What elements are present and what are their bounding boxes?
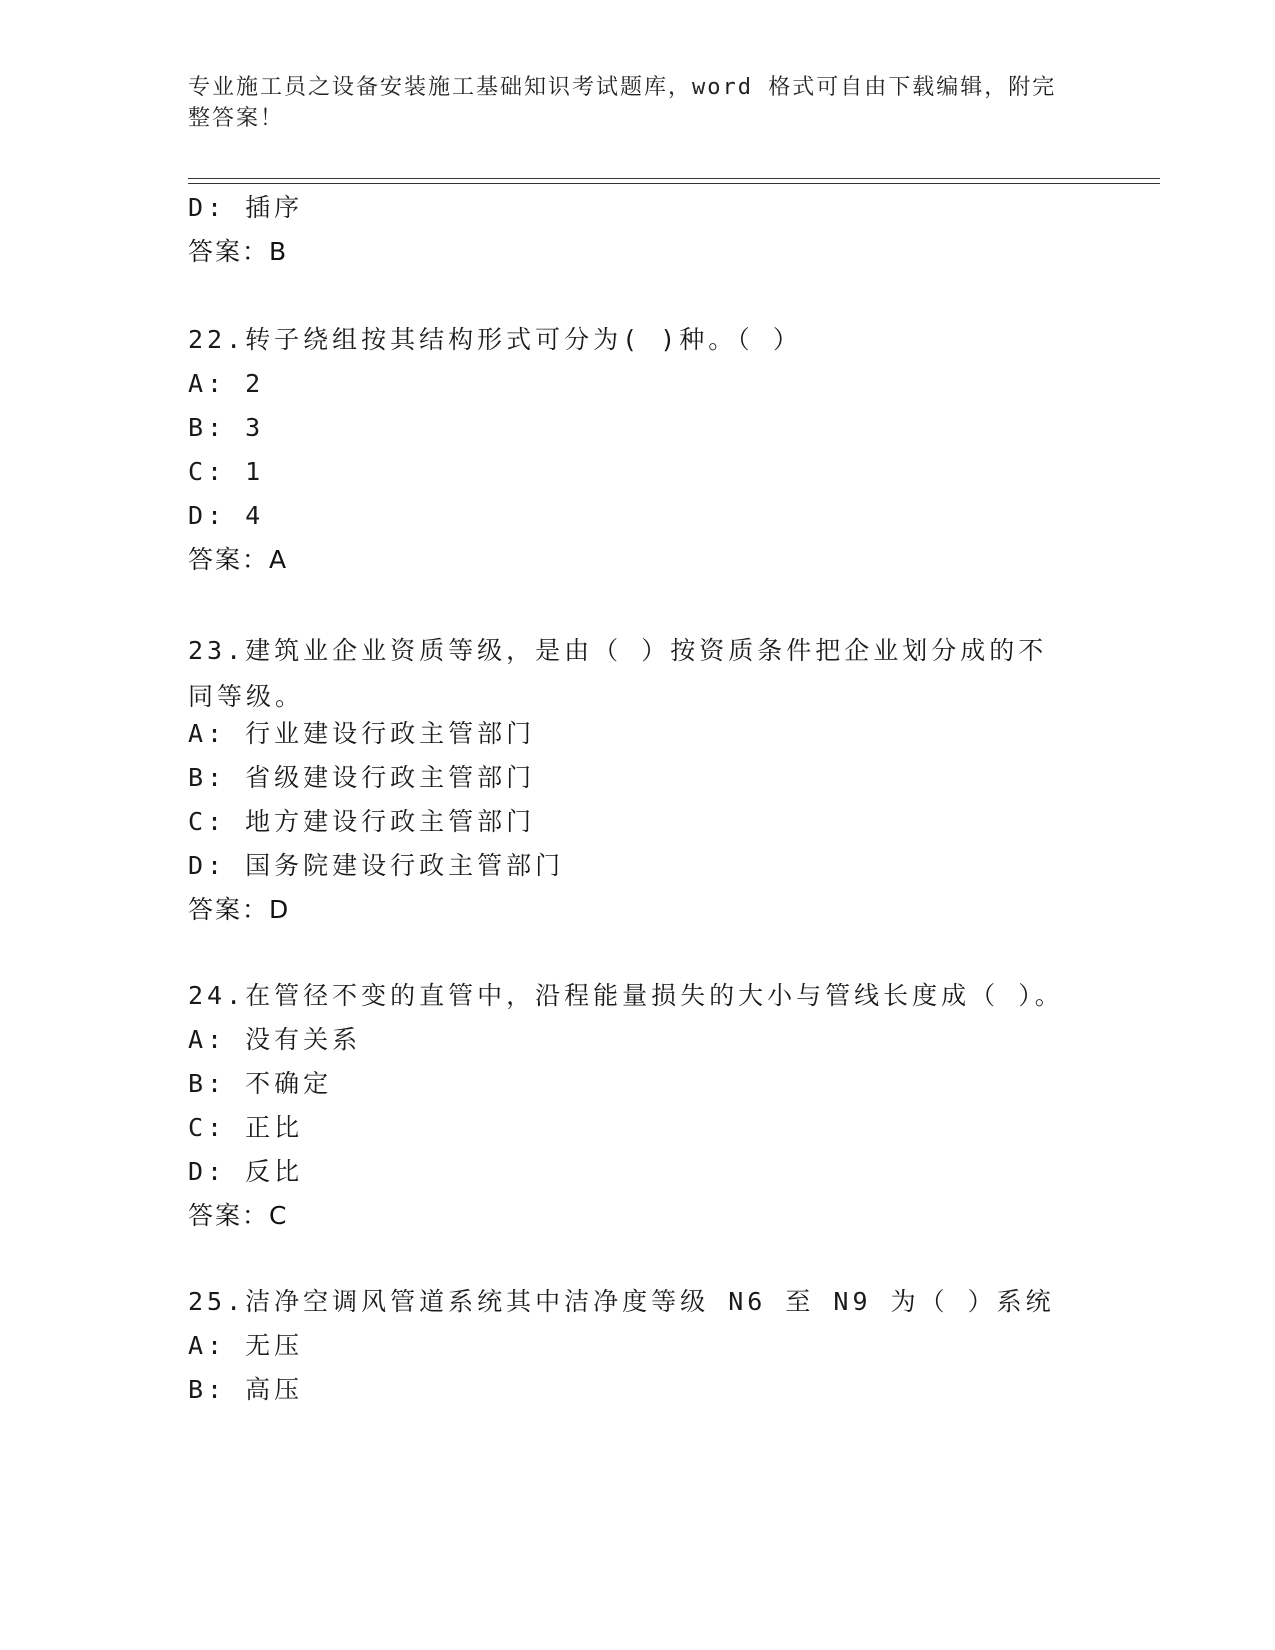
q22-option-b: B: 3 [188,413,265,442]
q21-answer: 答案：B [188,237,289,266]
q24-question: 24.在管径不变的直管中，沿程能量损失的大小与管线长度成（ ）。 [188,981,1064,1010]
q25-option-b: B: 高压 [188,1375,304,1404]
q22-option-a: A: 2 [188,369,265,398]
q21-option-d: D: 插序 [188,193,304,222]
q23-option-c: C: 地方建设行政主管部门 [188,807,536,836]
q22-answer: 答案：A [188,545,289,574]
page-header: 专业施工员之设备安装施工基础知识考试题库，word 格式可自由下载编辑，附完整答案！ [188,75,1057,131]
header-divider-bottom [188,183,1160,184]
q23-answer: 答案：D [188,895,291,924]
q23-option-d: D: 国务院建设行政主管部门 [188,851,565,880]
q25-question: 25.洁净空调风管道系统其中洁净度等级 N6 至 N9 为（ ）系统 [188,1287,1055,1316]
q25-option-a: A: 无压 [188,1331,304,1360]
q24-option-d: D: 反比 [188,1157,304,1186]
q23-question: 23.建筑业企业资质等级，是由（ ）按资质条件把企业划分成的不同等级。 [188,636,1048,711]
q24-option-b: B: 不确定 [188,1069,333,1098]
q24-answer: 答案：C [188,1201,289,1230]
header-divider-top [188,178,1160,179]
q23-option-a: A: 行业建设行政主管部门 [188,719,536,748]
q24-option-a: A: 没有关系 [188,1025,362,1054]
q24-option-c: C: 正比 [188,1113,304,1142]
q23-option-b: B: 省级建设行政主管部门 [188,763,536,792]
q22-option-c: C: 1 [188,457,265,486]
q22-option-d: D: 4 [188,501,265,530]
q22-question: 22.转子绕组按其结构形式可分为( )种。（ ） [188,325,802,354]
